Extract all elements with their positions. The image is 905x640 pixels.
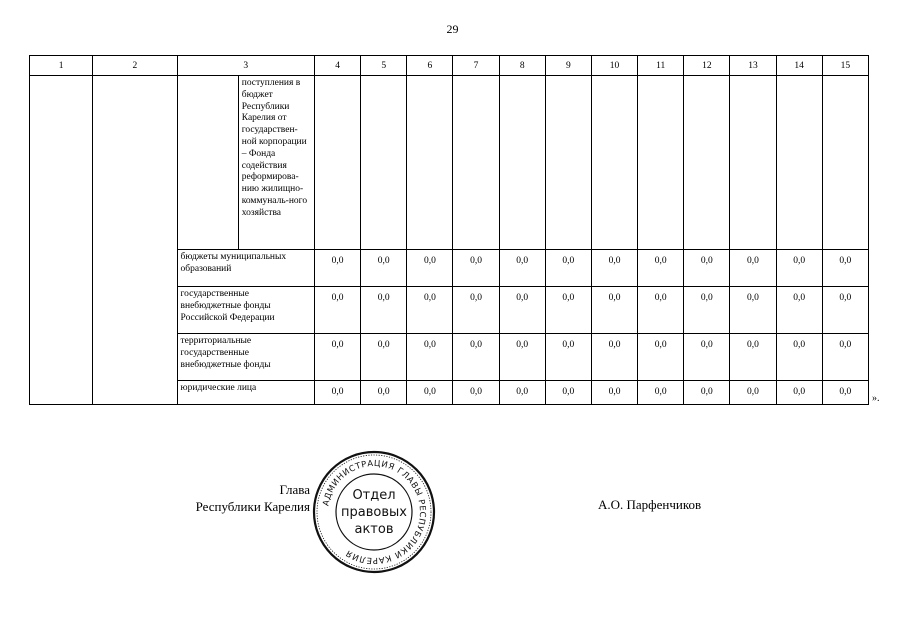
table-cell-col1 (30, 76, 93, 405)
header-cell: 9 (545, 56, 591, 76)
value-cell: 0,0 (591, 287, 637, 334)
official-seal-stamp (311, 449, 437, 575)
value-cell: 0,0 (545, 250, 591, 287)
value-cell: 0,0 (361, 334, 407, 381)
value-cell: 0,0 (499, 334, 545, 381)
value-cell: 0,0 (776, 334, 822, 381)
value-cell: 0,0 (361, 250, 407, 287)
header-cell: 11 (638, 56, 684, 76)
source-label: поступления в бюджет Республики Карелия от государствен-ной корпорации – Фонда содействия реформирова-нию жилищно-коммуналь-ного хозяйства (238, 76, 314, 250)
signatory-position (140, 481, 310, 515)
value-cell: 0,0 (730, 381, 776, 405)
value-cell: 0,0 (684, 381, 730, 405)
value-cell: 0,0 (453, 250, 499, 287)
value-cell: 0,0 (315, 381, 361, 405)
value-cell: 0,0 (638, 250, 684, 287)
position-line: Республики Карелия (195, 499, 310, 514)
table-cell (776, 76, 822, 250)
value-cell: 0,0 (545, 287, 591, 334)
value-cell: 0,0 (591, 381, 637, 405)
table-cell (638, 76, 684, 250)
table-cell (407, 76, 453, 250)
value-cell: 0,0 (453, 334, 499, 381)
value-cell: 0,0 (776, 250, 822, 287)
value-cell: 0,0 (730, 250, 776, 287)
position-line: Глава (279, 482, 310, 497)
value-cell: 0,0 (684, 334, 730, 381)
source-label: государственные внебюджетные фонды Российской Федерации (177, 287, 314, 334)
closing-quote-mark: ». (872, 393, 880, 404)
value-cell: 0,0 (684, 250, 730, 287)
value-cell: 0,0 (407, 334, 453, 381)
table-cell (822, 76, 868, 250)
table-cell-col2 (93, 76, 177, 405)
value-cell: 0,0 (545, 334, 591, 381)
header-cell: 15 (822, 56, 868, 76)
header-cell: 1 (30, 56, 93, 76)
table-cell (684, 76, 730, 250)
seal-center-line: правовых (341, 505, 407, 520)
header-cell: 12 (684, 56, 730, 76)
value-cell: 0,0 (453, 381, 499, 405)
source-label: бюджеты муниципальных образований (177, 250, 314, 287)
header-row (30, 56, 869, 76)
value-cell: 0,0 (730, 334, 776, 381)
header-cell: 7 (453, 56, 499, 76)
value-cell: 0,0 (315, 287, 361, 334)
header-cell: 10 (591, 56, 637, 76)
page-number: 29 (446, 22, 459, 36)
header-cell: 3 (177, 56, 314, 76)
value-cell: 0,0 (591, 334, 637, 381)
value-cell: 0,0 (638, 287, 684, 334)
value-cell: 0,0 (822, 334, 868, 381)
seal-center-line: Отдел (352, 488, 396, 503)
seal-center-line: актов (354, 522, 394, 537)
value-cell: 0,0 (407, 381, 453, 405)
table-cell-indent (177, 76, 238, 250)
value-cell: 0,0 (499, 381, 545, 405)
table-row (30, 76, 869, 250)
value-cell: 0,0 (638, 381, 684, 405)
budget-table (29, 55, 869, 405)
value-cell: 0,0 (730, 287, 776, 334)
table-cell (591, 76, 637, 250)
value-cell: 0,0 (684, 287, 730, 334)
value-cell: 0,0 (315, 334, 361, 381)
table-cell (730, 76, 776, 250)
value-cell: 0,0 (822, 287, 868, 334)
value-cell: 0,0 (822, 250, 868, 287)
seal-ring-text: АДМИНИСТРАЦИЯ ГЛАВЫ РЕСПУБЛИКИ КАРЕЛИЯ (320, 457, 429, 567)
value-cell: 0,0 (822, 381, 868, 405)
header-cell: 6 (407, 56, 453, 76)
header-cell: 2 (93, 56, 177, 76)
value-cell: 0,0 (499, 250, 545, 287)
header-cell: 4 (315, 56, 361, 76)
header-cell: 8 (499, 56, 545, 76)
table-cell (545, 76, 591, 250)
header-cell: 13 (730, 56, 776, 76)
signatory-name: А.О. Парфенчиков (598, 497, 702, 512)
value-cell: 0,0 (407, 250, 453, 287)
value-cell: 0,0 (361, 287, 407, 334)
header-cell: 5 (361, 56, 407, 76)
table-cell (361, 76, 407, 250)
source-label: территориальные государственные внебюджетные фонды (177, 334, 314, 381)
table-cell (315, 76, 361, 250)
value-cell: 0,0 (776, 381, 822, 405)
value-cell: 0,0 (776, 287, 822, 334)
table-cell (453, 76, 499, 250)
value-cell: 0,0 (499, 287, 545, 334)
value-cell: 0,0 (453, 287, 499, 334)
table-cell (499, 76, 545, 250)
value-cell: 0,0 (315, 250, 361, 287)
value-cell: 0,0 (407, 287, 453, 334)
value-cell: 0,0 (591, 250, 637, 287)
value-cell: 0,0 (545, 381, 591, 405)
value-cell: 0,0 (361, 381, 407, 405)
header-cell: 14 (776, 56, 822, 76)
source-label: юридические лица (177, 381, 314, 405)
value-cell: 0,0 (638, 334, 684, 381)
